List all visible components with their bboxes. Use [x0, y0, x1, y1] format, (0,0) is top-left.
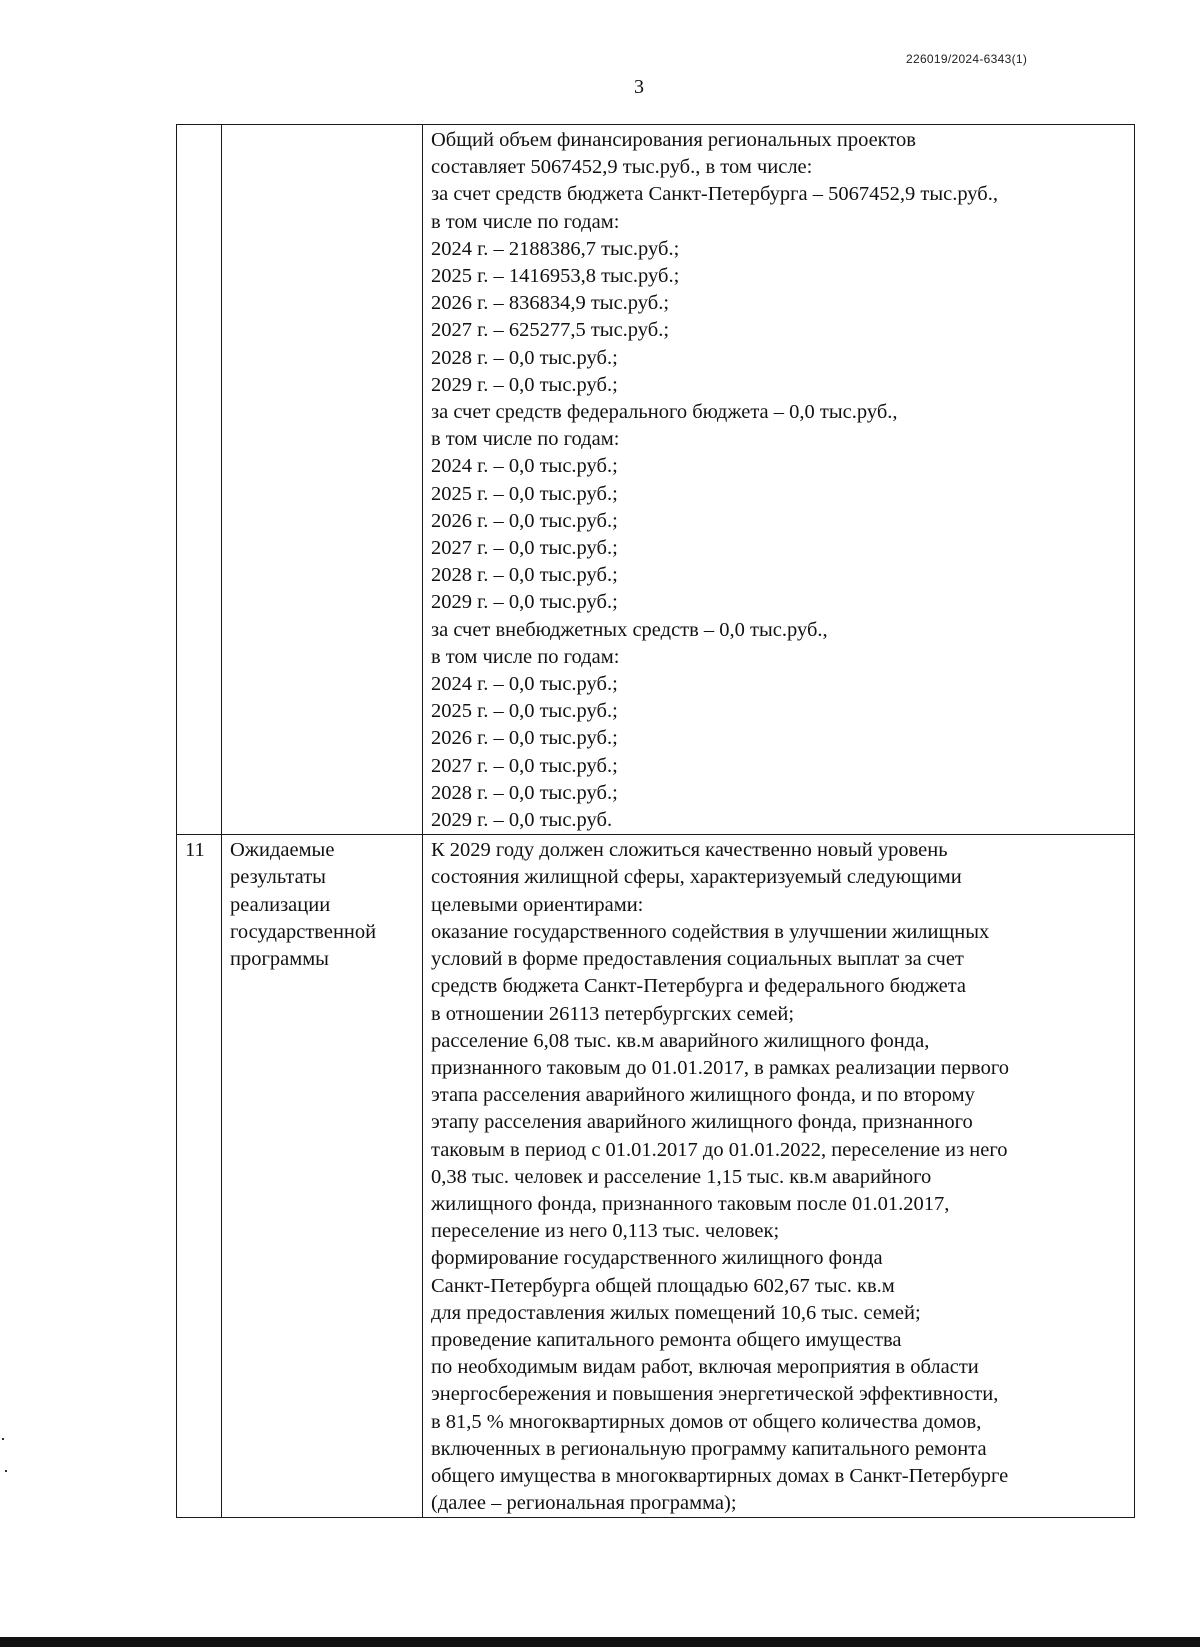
text-line: 2024 г. – 0,0 тыс.руб.;	[431, 455, 618, 478]
text-line: 2028 г. – 0,0 тыс.руб.;	[431, 346, 618, 369]
label-line: Ожидаемые	[230, 839, 335, 862]
text-line: 2026 г. – 836834,9 тыс.руб.;	[431, 292, 670, 315]
text-line: средств бюджета Санкт-Петербурга и федерального бюджета	[431, 975, 967, 998]
label-line: результаты	[230, 866, 326, 889]
text-line: включенных в региональную программу капитального ремонта	[431, 1437, 987, 1460]
text-line: 2024 г. – 0,0 тыс.руб.;	[431, 673, 618, 696]
text-line: проведение капитального ремонта общего имущества	[431, 1328, 902, 1351]
text-line: 2024 г. – 2188386,7 тыс.руб.;	[431, 237, 680, 260]
row-number-cell	[177, 835, 222, 1518]
text-line: по необходимым видам работ, включая мероприятия в области	[431, 1356, 979, 1379]
text-line: энергосбережения и повышения энергетической эффективности,	[431, 1383, 999, 1406]
row-number: 11	[185, 839, 205, 862]
table-row-expected-results	[177, 835, 1135, 1518]
text-line: для предоставления жилых помещений 10,6 тыс. семей;	[431, 1301, 921, 1324]
passport-table	[176, 124, 1135, 1518]
expected-results-text	[423, 835, 1134, 1517]
text-line: этапа расселения аварийного жилищного фонда, и по второму	[431, 1084, 975, 1107]
page-number: 3	[634, 76, 644, 98]
text-line: общего имущества в многоквартирных домах в Санкт-Петербурге	[431, 1464, 1009, 1487]
text-line: К 2029 году должен сложиться качественно новый уровень	[431, 839, 948, 862]
text-line: таковым в период с 01.01.2017 до 01.01.2022, переселение из него	[431, 1138, 1008, 1161]
text-line: в том числе по годам:	[431, 210, 620, 233]
text-line: 2028 г. – 0,0 тыс.руб.;	[431, 781, 618, 804]
row-number-cell	[177, 125, 222, 835]
text-line: составляет 5067452,9 тыс.руб., в том числе:	[431, 156, 813, 179]
text-line: жилищного фонда, признанного таковым после 01.01.2017,	[431, 1192, 950, 1215]
scan-speck	[5, 1470, 7, 1472]
text-line: 2029 г. – 0,0 тыс.руб.;	[431, 591, 618, 614]
text-line: 2026 г. – 0,0 тыс.руб.;	[431, 727, 618, 750]
text-line: 2029 г. – 0,0 тыс.руб.	[431, 809, 613, 832]
text-line: формирование государственного жилищного фонда	[431, 1247, 883, 1270]
text-line: Общий объем финансирования региональных проектов	[431, 129, 916, 151]
text-line: 0,38 тыс. человек и расселение 1,15 тыс. кв.м аварийного	[431, 1165, 932, 1188]
label-line: государственной	[230, 920, 377, 943]
text-line: 2027 г. – 625277,5 тыс.руб.;	[431, 319, 670, 342]
scan-edge-bar	[0, 1637, 1200, 1647]
row-content-cell	[423, 125, 1135, 835]
text-line: состояния жилищной сферы, характеризуемый следующими	[431, 866, 962, 889]
text-line: за счет средств федерального бюджета – 0,0 тыс.руб.,	[431, 401, 898, 424]
text-line: 2029 г. – 0,0 тыс.руб.;	[431, 373, 618, 396]
text-line: условий в форме предоставления социальных выплат за счет	[431, 948, 964, 971]
text-line: в 81,5 % многоквартирных домов от общего количества домов,	[431, 1410, 982, 1433]
text-line: 2028 г. – 0,0 тыс.руб.;	[431, 564, 618, 587]
row-label-cell	[222, 835, 423, 1518]
text-line: 2025 г. – 0,0 тыс.руб.;	[431, 700, 618, 723]
text-line: за счет средств бюджета Санкт-Петербурга – 5067452,9 тыс.руб.,	[431, 183, 998, 206]
text-line: 2026 г. – 0,0 тыс.руб.;	[431, 509, 618, 532]
text-line: за счет внебюджетных средств – 0,0 тыс.руб.,	[431, 618, 828, 641]
label-line: реализации	[230, 893, 331, 916]
text-line: 2027 г. – 0,0 тыс.руб.;	[431, 537, 618, 560]
text-line: целевыми ориентирами:	[431, 893, 644, 916]
text-line: 2027 г. – 0,0 тыс.руб.;	[431, 754, 618, 777]
label-line: программы	[230, 948, 329, 971]
text-line: в отношении 26113 петербургских семей;	[431, 1002, 795, 1025]
text-line: 2025 г. – 0,0 тыс.руб.;	[431, 482, 618, 505]
text-line: в том числе по годам:	[431, 428, 620, 451]
financing-text	[423, 125, 1134, 834]
scan-speck	[2, 1438, 4, 1440]
text-line: переселение из него 0,113 тыс. человек;	[431, 1220, 780, 1243]
text-line: оказание государственного содействия в улучшении жилищных	[431, 920, 990, 943]
row-label-cell	[222, 125, 423, 835]
table-row-financing	[177, 125, 1135, 835]
row-content-cell	[423, 835, 1135, 1518]
row-label	[222, 835, 422, 973]
document-id: 226019/2024-6343(1)	[906, 52, 1028, 66]
text-line: Санкт-Петербурга общей площадью 602,67 тыс. кв.м	[431, 1274, 895, 1297]
text-line: (далее – региональная программа);	[431, 1492, 737, 1515]
text-line: признанного таковым до 01.01.2017, в рамках реализации первого	[431, 1056, 1009, 1079]
text-line: в том числе по годам:	[431, 645, 620, 668]
text-line: расселение 6,08 тыс. кв.м аварийного жилищного фонда,	[431, 1029, 930, 1052]
text-line: 2025 г. – 1416953,8 тыс.руб.;	[431, 265, 680, 288]
text-line: этапу расселения аварийного жилищного фонда, признанного	[431, 1111, 973, 1134]
